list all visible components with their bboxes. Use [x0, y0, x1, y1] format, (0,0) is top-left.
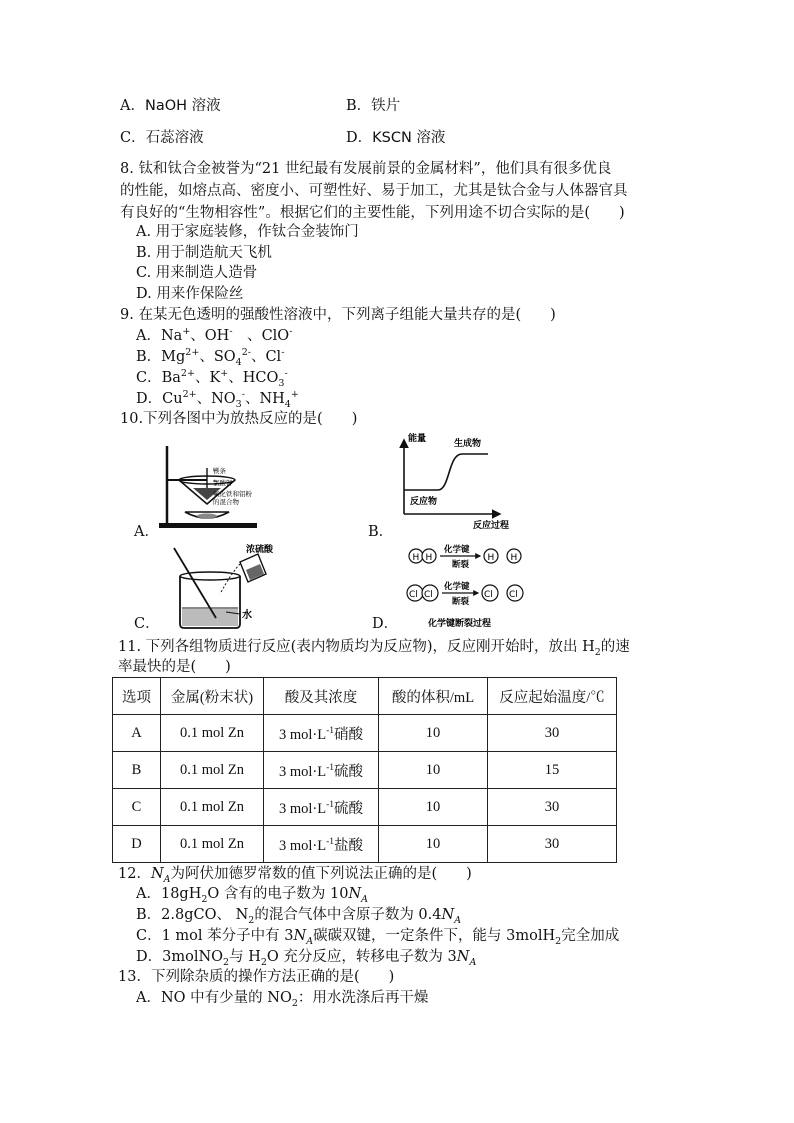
table-row: C 0.1 mol Zn 3 $mol\cdot L^{-1}$硫酸 10 30 [113, 789, 617, 826]
header-metal: 金属(粉末状) [161, 678, 264, 715]
q8-stem-line1: 8. 钛和钛合金被誉为“21 世纪最有发展前景的金属材料”，他们具有很多优良 [120, 161, 612, 177]
q8-stem-line3: 有良好的“生物相容性”。根据它们的主要性能，下列用途不切合实际的是( ) [120, 205, 625, 221]
q8-option-a: A. 用于家庭装修，作钛合金装饰门 [136, 224, 359, 240]
header-temperature: 反应起始温度/℃ [488, 678, 617, 715]
q11-table [112, 677, 617, 863]
chemical-bond-label: 化学键 [444, 582, 470, 592]
cl-atom: Cl [409, 590, 418, 600]
q8-option-c: C. 用来制造人造骨 [136, 265, 258, 281]
cl-atom: Cl [509, 590, 518, 600]
q8-option-d: D. 用来作保险丝 [136, 286, 244, 302]
cl-atom: Cl [424, 590, 433, 600]
q10-label-d: D． [372, 616, 399, 632]
q9-option-b: B．$Mg^{2+}$、$SO_4^{2-}$、Cl- [136, 347, 285, 368]
q9-stem: 9. 在某无色透明的强酸性溶液中，下列离子组能大量共存的是( ) [120, 307, 556, 323]
q12-option-b: B．2.8gCO、 $N_2$的混合气体中含原子数为 $0.4N_A$ [136, 907, 462, 926]
bond-breaking-caption: 化学键断裂过程 [428, 619, 492, 629]
q11-stem-line1: 11. 下列各组物质进行反应(表内物质均为反应物)，反应刚开始时，放出 $H_2$的速 [118, 639, 630, 658]
h-atom: H [412, 553, 420, 563]
reaction-process-label: 反应过程 [473, 521, 510, 531]
header-option: 选项 [113, 678, 161, 715]
reactant-label: 反应物 [410, 497, 438, 507]
q13-stem: 13．下列除杂质的操作方法正确的是( ) [118, 969, 395, 985]
energy-axis-label: 能量 [408, 434, 427, 444]
table-row: A 0.1 mol Zn 3 $mol\cdot L^{-1}$硝酸 10 30 [113, 715, 617, 752]
table-header-row [113, 678, 617, 715]
q10-label-b: B． [368, 524, 394, 540]
label-magnesium-strip: 镁条 [213, 467, 226, 475]
q10-label-a: A． [134, 524, 159, 540]
q9-option-c: C．$Ba^{2+}$、K+、$HCO_3^-$ [136, 368, 288, 389]
product-label: 生成物 [454, 439, 482, 449]
header-volume: 酸的体积/mL [379, 678, 488, 715]
q8-option-b: B. 用于制造航天飞机 [136, 245, 272, 261]
break-label: 断裂 [452, 560, 470, 570]
q7-option-c: C．石蕊溶液 [120, 130, 204, 146]
q12-stem: 12．$N_A$为阿伏加德罗常数的值下列说法正确的是( ) [118, 866, 472, 885]
label-mixture: 的混合物 [213, 498, 239, 506]
label-iron-oxide-al: 氧化铁和铝粉 [213, 490, 252, 498]
q7-option-b: B．铁片 [346, 98, 401, 114]
table-row: B 0.1 mol Zn 3 $mol\cdot L^{-1}$硫酸 10 15 [113, 752, 617, 789]
q9-option-a: A．Na+、OH- 、ClO- [136, 326, 293, 344]
cl-atom: Cl [484, 590, 493, 600]
q9-option-d: D．$Cu^{2+}$、$NO_3^-$、$NH_4^+$ [136, 389, 299, 410]
thermite-apparatus-figure [155, 440, 265, 532]
h-atom: H [425, 553, 433, 563]
break-label: 断裂 [452, 597, 470, 607]
table-row: D 0.1 mol Zn 3 $mol\cdot L^{-1}$盐酸 10 30 [113, 826, 617, 863]
conc-sulfuric-acid-label: 浓硫酸 [246, 545, 274, 555]
label-potassium-chlorate: 氯酸钾 [213, 479, 233, 487]
q13-option-a: A．NO 中有少量的 $NO_2$：用水洗涤后再干燥 [136, 990, 429, 1009]
bond-breaking-figure [402, 540, 532, 632]
water-label: 水 [242, 610, 252, 621]
q10-label-c: C． [134, 616, 160, 632]
q11-stem-line2: 率最快的是( ) [118, 659, 231, 675]
q7-option-a: A．NaOH 溶液 [120, 98, 221, 114]
header-acid: 酸及其浓度 [264, 678, 379, 715]
h-atom: H [510, 553, 518, 563]
q12-option-c: C．1 mol 苯分子中有 $3N_A$碳碳双键，一定条件下，能与 3molH$_2$完全加成 [136, 928, 620, 947]
h-atom: H [487, 553, 495, 563]
q12-option-a: A．$18gH_2O$ 含有的电子数为 $10N_A$ [136, 886, 369, 905]
q12-option-d: D．3molNO$_2$与 $H_2O$ 充分反应，转移电子数为 $3N_A$ [136, 949, 477, 968]
acid-dilution-figure [160, 542, 276, 632]
chemical-bond-label: 化学键 [444, 545, 470, 555]
q10-stem: 10.下列各图中为放热反应的是( ) [120, 411, 358, 427]
energy-diagram-figure [388, 428, 523, 532]
q7-option-d: D．KSCN 溶液 [346, 130, 446, 146]
q8-stem-line2: 的性能，如熔点高、密度小、可塑性好、易于加工，尤其是钛合金与人体器官具 [120, 183, 628, 199]
